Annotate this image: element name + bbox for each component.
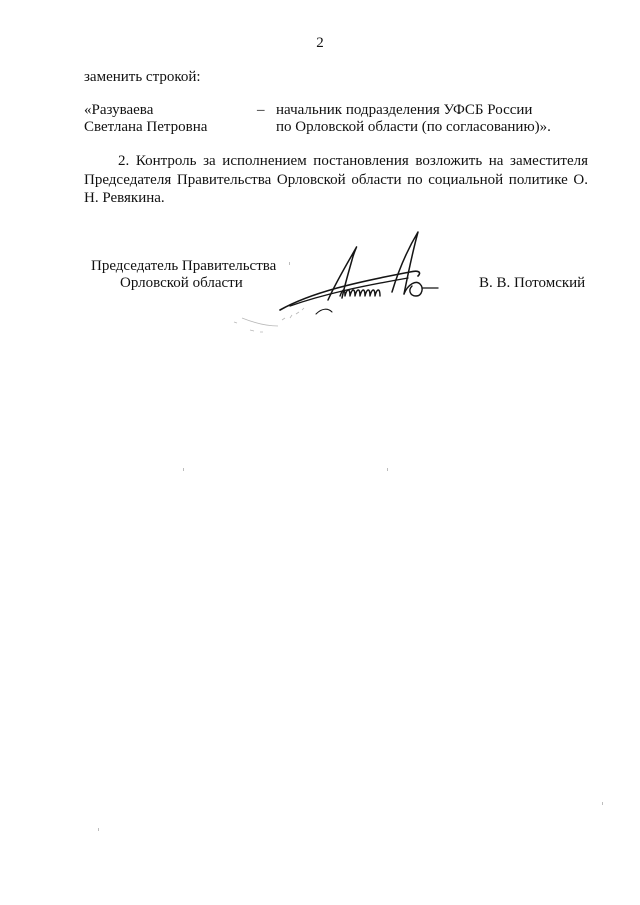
entry-position-line-1: начальник подразделения УФСБ России — [276, 102, 533, 118]
scan-speck — [98, 828, 99, 831]
paragraph-2: 2. Контроль за исполнением постановления возложить на заместителя Председателя Правительства Орловской области по социальной политике О. Н. Ревякина. — [84, 153, 588, 206]
signer-title-line-2: Орловской области — [120, 275, 243, 291]
scan-speck — [183, 468, 184, 471]
entry-position-line-2: по Орловской области (по согласованию)». — [276, 119, 551, 135]
handwritten-signature — [232, 222, 446, 340]
entry-name-line-2: Светлана Петровна — [84, 119, 208, 135]
signer-title-line-1: Председатель Правительства — [91, 258, 277, 274]
scan-speck — [387, 468, 388, 471]
signer-name: В. В. Потомский — [479, 275, 586, 291]
entry-dash: – — [257, 102, 265, 118]
scan-speck — [602, 802, 603, 805]
scan-speck — [289, 262, 290, 265]
page-number: 2 — [316, 35, 324, 51]
intro-text: заменить строкой: — [84, 69, 201, 85]
entry-name-line-1: «Разуваева — [84, 102, 154, 118]
